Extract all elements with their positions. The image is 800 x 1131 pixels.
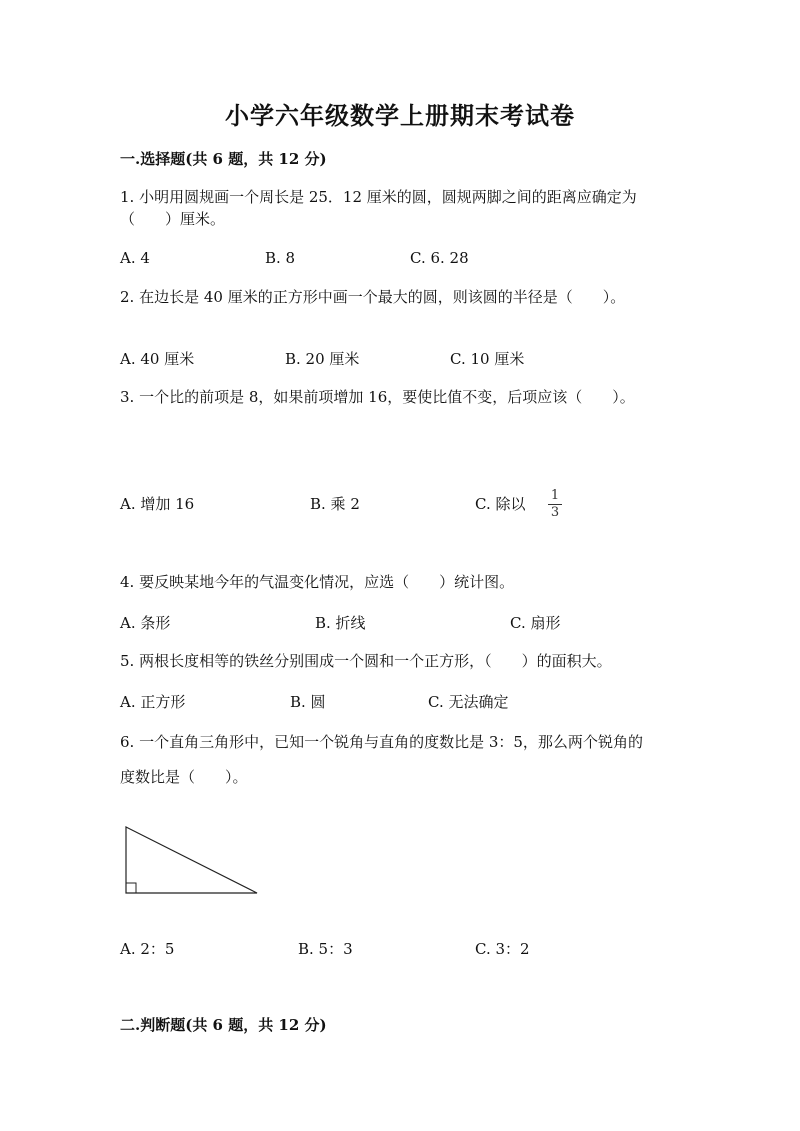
question-2-option-c: C. 10 厘米 (450, 350, 525, 368)
question-2-line-1: 2. 在边长是 40 厘米的正方形中画一个最大的圆，则该圆的半径是（ ）。 (120, 288, 626, 306)
question-5-line-1: 5. 两根长度相等的铁丝分别围成一个圆和一个正方形，（ ）的面积大。 (120, 652, 612, 670)
question-1-line-2: （ ）厘米。 (120, 210, 226, 228)
section-heading-choice: 一.选择题(共 6 题，共 12 分) (120, 150, 327, 168)
question-4-option-c: C. 扇形 (510, 614, 561, 632)
question-4-line-1: 4. 要反映某地今年的气温变化情况，应选（ ）统计图。 (120, 573, 515, 591)
question-2-option-b: B. 20 厘米 (285, 350, 360, 368)
fraction-one-third (548, 489, 562, 520)
question-1-option-b: B. 8 (265, 249, 296, 267)
fraction-denominator: 3 (550, 505, 560, 520)
question-1-option-a: A. 4 (120, 249, 150, 267)
question-1-option-c: C. 6. 28 (410, 249, 469, 267)
fraction-numerator: 1 (550, 488, 560, 503)
question-6-line-1: 6. 一个直角三角形中，已知一个锐角与直角的度数比是 3：5，那么两个锐角的 (120, 733, 643, 751)
question-3-option-c: C. 除以 (475, 495, 526, 513)
page-title: 小学六年级数学上册期末考试卷 (225, 101, 575, 130)
right-triangle-figure (120, 822, 265, 902)
question-6-line-2: 度数比是（ ）。 (120, 768, 248, 786)
question-3-line-1: 3. 一个比的前项是 8，如果前项增加 16，要使比值不变，后项应该（ ）。 (120, 388, 635, 406)
section-heading-true-false: 二.判断题(共 6 题，共 12 分) (120, 1016, 327, 1034)
question-3-option-a: A. 增加 16 (120, 495, 195, 513)
question-5-option-c: C. 无法确定 (428, 693, 509, 711)
question-6-option-c: C. 3：2 (475, 940, 530, 958)
triangle-outline (126, 827, 257, 893)
question-6-option-a: A. 2：5 (120, 940, 175, 958)
question-4-option-a: A. 条形 (120, 614, 171, 632)
question-5-option-a: A. 正方形 (120, 693, 186, 711)
question-5-option-b: B. 圆 (290, 693, 326, 711)
question-6-option-b: B. 5：3 (298, 940, 353, 958)
question-1-line-1: 1. 小明用圆规画一个周长是 25．12 厘米的圆，圆规两脚之间的距离应确定为 (120, 188, 637, 206)
right-angle-marker (126, 883, 136, 893)
question-4-option-b: B. 折线 (315, 614, 366, 632)
question-2-option-a: A. 40 厘米 (120, 350, 195, 368)
question-3-option-b: B. 乘 2 (310, 495, 360, 513)
